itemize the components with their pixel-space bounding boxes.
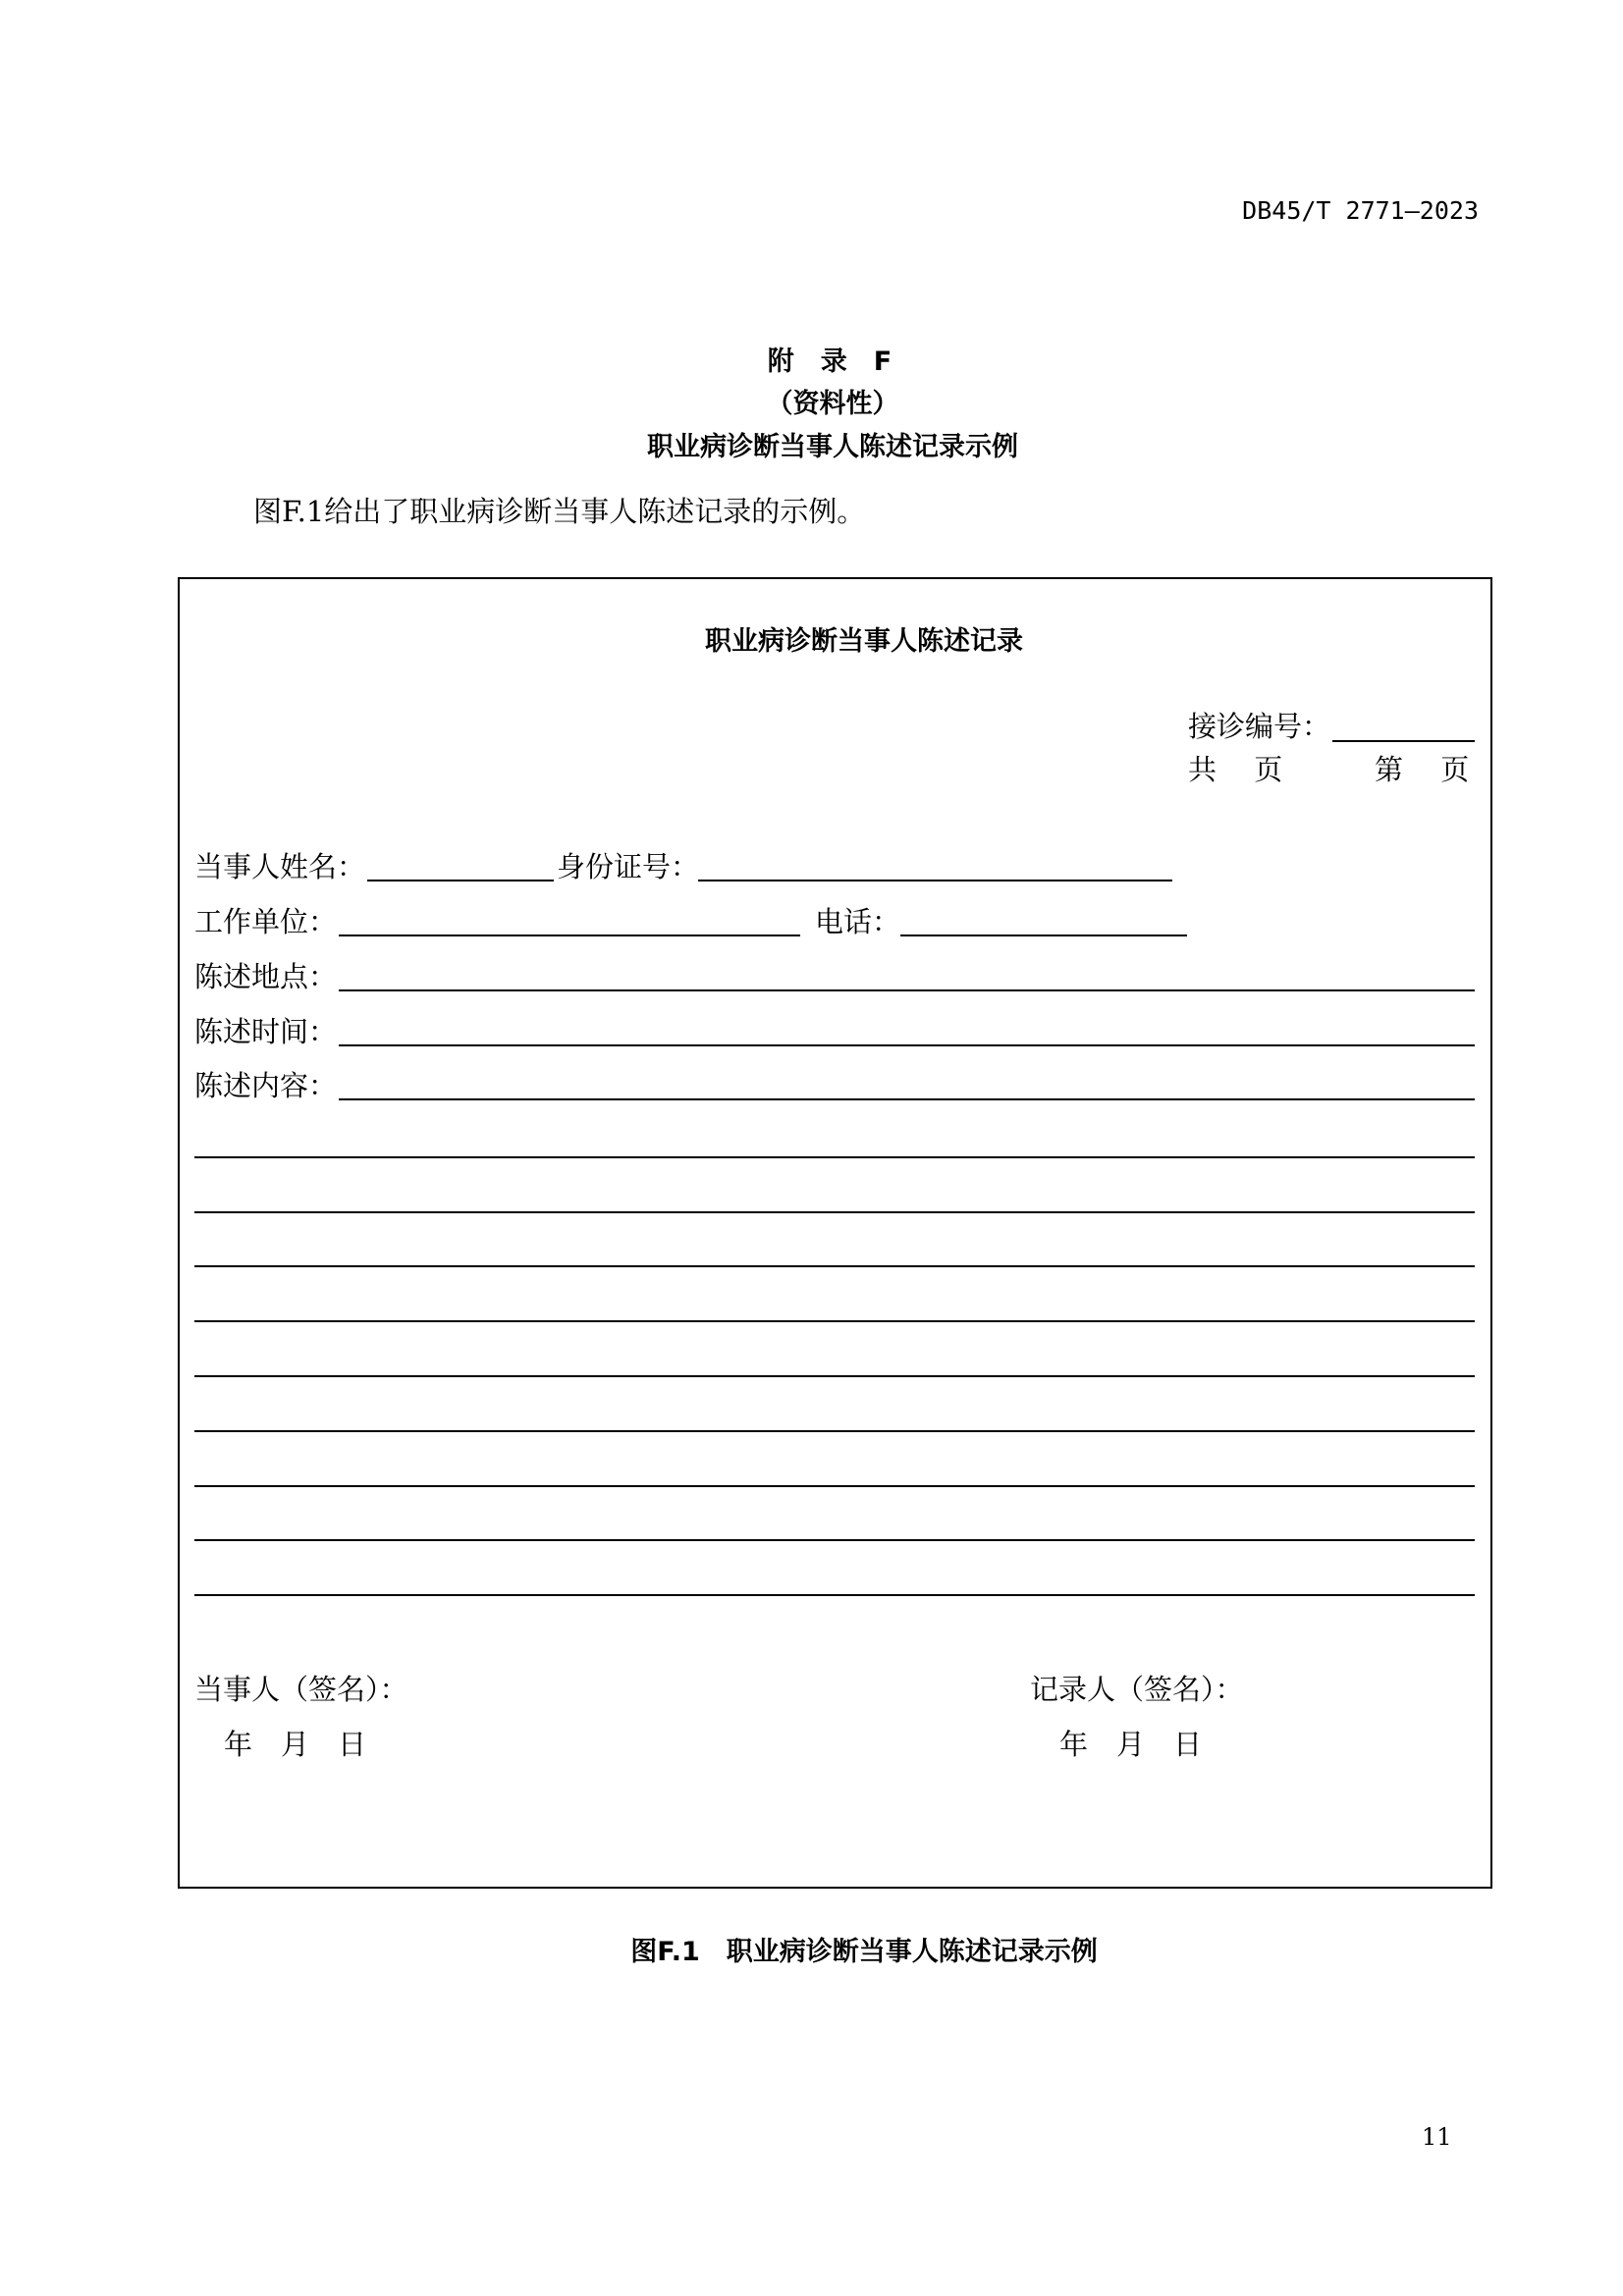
phone-label: 电话： [815,905,901,938]
recorder-sign-label: 记录人（签名）： [1030,1673,1244,1706]
current-page: 第 页 [1375,753,1470,786]
appendix-title: 职业病诊断当事人陈述记录示例 [647,432,1018,462]
id-label: 身份证号： [557,850,700,883]
content-blank-line [194,1156,1475,1158]
appendix-type: （资料性） [766,389,899,419]
page-number: 11 [1422,2123,1452,2151]
place-line [339,989,1475,991]
phone-line [900,934,1187,936]
time-label: 陈述时间： [194,1015,338,1048]
content-line [339,1098,1475,1100]
total-pages: 共 页 [1188,753,1283,786]
party-date: 年 月 日 [224,1728,367,1761]
figure-caption: 图F.1 职业病诊断当事人陈述记录示例 [630,1937,1098,1967]
content-blank-line [194,1211,1475,1213]
party-sign-label: 当事人（签名）： [194,1673,408,1706]
id-line [698,880,1172,881]
time-line [339,1044,1475,1046]
content-blank-line [194,1594,1475,1596]
reception-no-label: 接诊编号： [1188,710,1331,743]
appendix-label: 附 录 F [767,347,893,377]
name-label: 当事人姓名： [194,850,366,883]
content-blank-line [194,1265,1475,1267]
recorder-date: 年 月 日 [1059,1728,1203,1761]
reception-no-line [1332,740,1475,742]
content-blank-line [194,1485,1475,1487]
content-blank-line [194,1539,1475,1541]
employer-line [339,934,800,936]
content-label: 陈述内容： [194,1069,338,1102]
standard-number: DB45/T 2771—2023 [1242,196,1479,225]
place-label: 陈述地点： [194,960,338,993]
content-blank-line [194,1430,1475,1432]
form-title: 职业病诊断当事人陈述记录 [705,626,1023,657]
content-blank-line [194,1320,1475,1322]
content-blank-line [194,1375,1475,1377]
name-line [367,880,554,881]
employer-label: 工作单位： [194,905,338,938]
intro-text: 图F.1给出了职业病诊断当事人陈述记录的示例。 [253,495,866,528]
